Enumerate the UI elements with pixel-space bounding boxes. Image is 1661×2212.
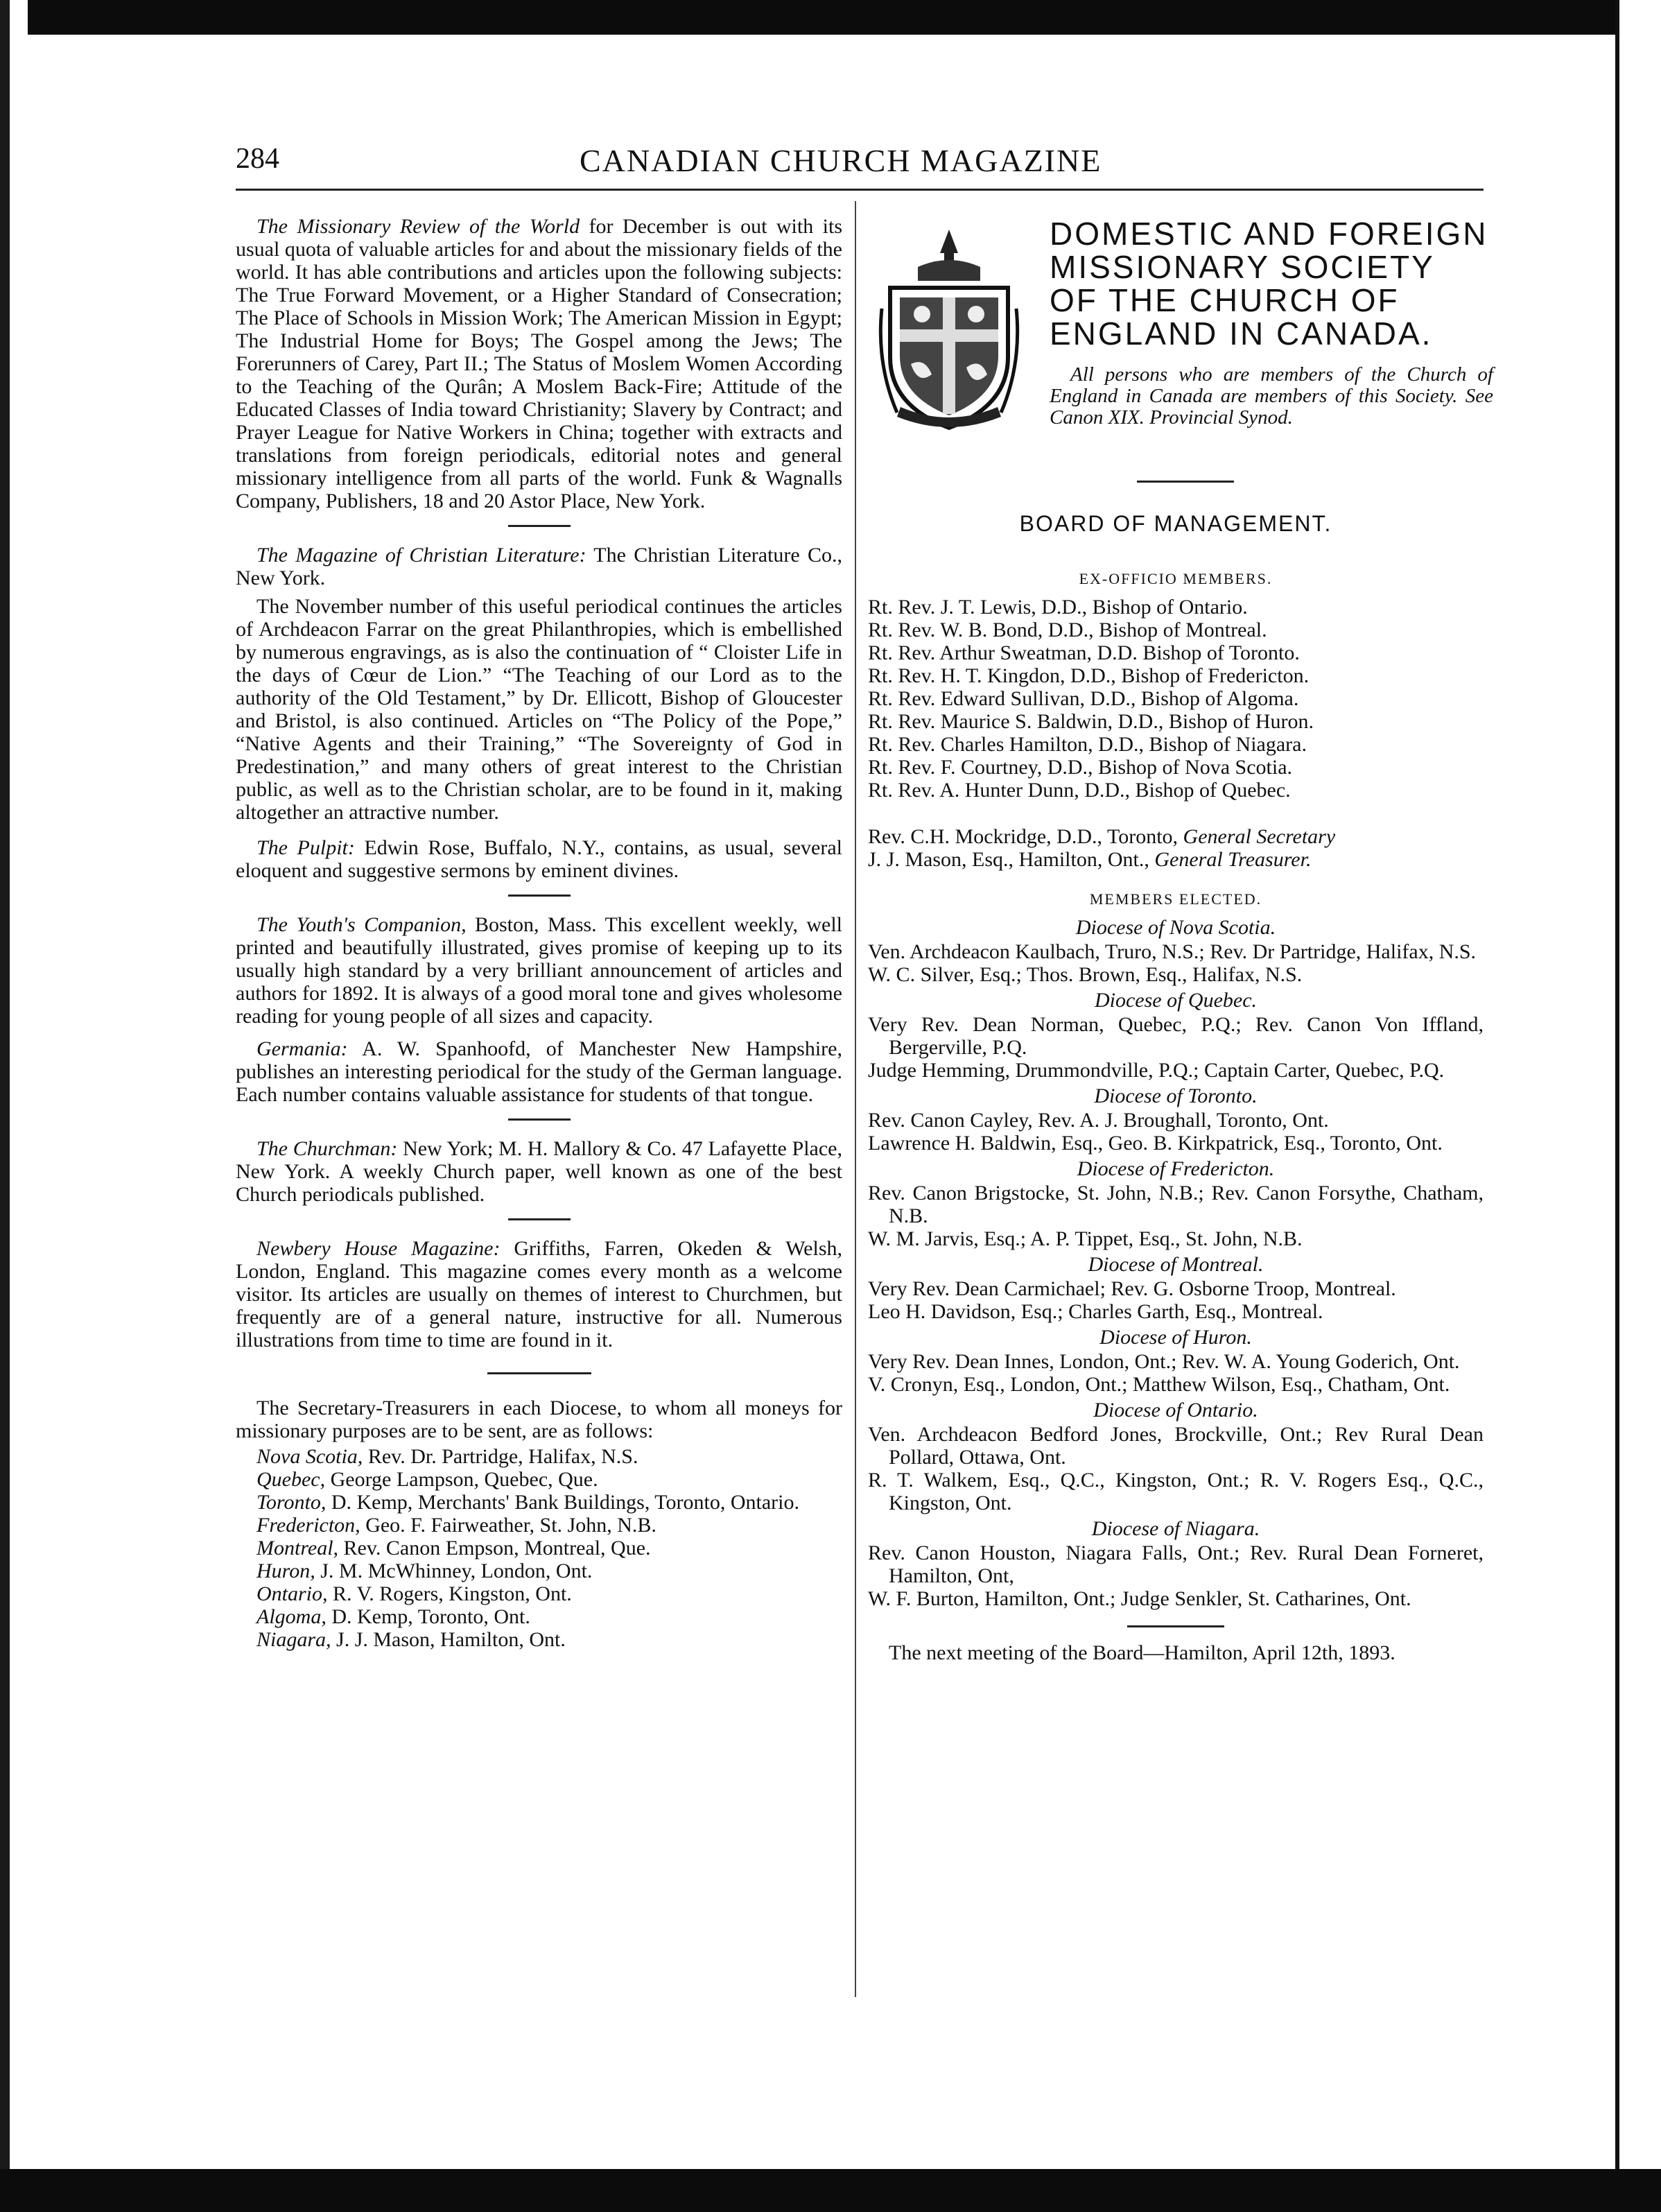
header-rule [236,189,1484,191]
diocese-montreal [868,1253,1484,1323]
review-christian-literature [236,544,842,589]
diocese-name: Diocese of Nova Scotia. [1075,916,1276,939]
board-title: BOARD OF MANAGEMENT. [1019,511,1332,536]
review-text: Boston, Mass. This excellent weekly, well printed and beautifully illustrated, gives promise of keeping up to its usually high standard by a very brilliant announcement of articles and authors for 1892. It is always of a good moral tone and gives wholesome reading for young people of all sizes and capacity. [236,913,842,1028]
scan-edge-left [0,0,10,2212]
treasurer-item: Ontario, R. V. Rogers, Kingston, Ont. [256,1582,572,1605]
review-text: for December is out with its usual quota of valuable articles for and about the missionary fields of the world. It has able contributions and articles upon the following subjects: The True Forward Movement, or a Higher Standard of Consecration; The Place of Schools in Mission Work; The American Mission in Egypt; The Industrial Home for Boys; The Gospel among the Jews; The Forerunners of Carey, Part II.; The Status of Moslem Women According to the Teaching of the Qurân; A Moslem Back-Fire; Attitude of the Educated Classes of India toward Christianity; Slavery by Contract; and Prayer League for Native Workers in China; together with extracts and translations from foreign periodicals, editorial notes and general missionary intelligence from all parts of the world. Funk & Wagnalls Company, Publishers, 18 and 20 Astor Place, New York. [236,215,842,512]
diocese-name: Diocese of Huron. [1099,1326,1252,1349]
review-churchman [236,1137,842,1206]
elected-member: Rev. Canon Cayley, Rev. A. J. Broughall, Toronto, Ont. [868,1109,1329,1132]
scan-edge-bottom [0,2169,1661,2212]
elected-member: V. Cronyn, Esq., London, Ont.; Matthew Wilson, Esq., Chatham, Ont. [868,1373,1450,1396]
elected-member: W. M. Jarvis, Esq.; A. P. Tippet, Esq., St. John, N.B. [868,1227,1303,1250]
review-title: The Pulpit: [256,836,355,859]
society-title: DOMESTIC AND FOREIGN MISSIONARY SOCIETY OF THE CHURCH OF ENGLAND IN CANADA. [1050,216,1488,352]
elected-heading: MEMBERS ELECTED. [1089,890,1262,908]
review-youths-companion [236,913,842,1028]
ex-officio-member: Rt. Rev. Charles Hamilton, D.D., Bishop of Niagara. [868,733,1307,756]
divider-rule [508,1118,571,1121]
elected-member: Judge Hemming, Drummondville, P.Q.; Captain Carter, Quebec, P.Q. [868,1059,1445,1082]
review-title: The Missionary Review of the World [256,215,580,238]
diocese-name: Diocese of Toronto. [1094,1085,1258,1107]
elected-member: Ven. Archdeacon Kaulbach, Truro, N.S.; Rev. Dr Partridge, Halifax, N.S. [868,940,1477,963]
elected-member: Very Rev. Dean Norman, Quebec, P.Q.; Rev. Canon Von Iffland, Bergerville, P.Q. [868,1013,1484,1059]
diocese-name: Diocese of Niagara. [1091,1517,1260,1540]
review-title: The Churchman: [256,1137,398,1160]
treasurer-item: Algoma, D. Kemp, Toronto, Ont. [256,1605,530,1628]
diocese-ontario [868,1399,1484,1514]
review-missionary-review [236,215,842,512]
diocese-quebec [868,989,1484,1082]
ex-officio-member: Rt. Rev. W. B. Bond, D.D., Bishop of Montreal. [868,619,1267,641]
elected-member: Lawrence H. Baldwin, Esq., Geo. B. Kirkpatrick, Esq., Toronto, Ont. [868,1132,1443,1155]
diocese-name: Diocese of Quebec. [1094,989,1258,1012]
column-divider [855,201,856,1997]
officers [868,825,1484,871]
diocese-toronto [868,1085,1484,1155]
diocese-name: Diocese of Montreal. [1088,1253,1264,1276]
ex-officio-member: Rt. Rev. A. Hunter Dunn, D.D., Bishop of Quebec. [868,779,1291,802]
magazine-title: CANADIAN CHURCH MAGAZINE [580,143,1102,178]
ex-officio-member: Rt. Rev. H. T. Kingdon, D.D., Bishop of Fredericton. [868,664,1310,687]
divider-rule [1127,1625,1224,1627]
scan-edge-top [28,0,1661,35]
general-treasurer: J. J. Mason, Esq., Hamilton, Ont., General Treasurer. [868,848,1312,871]
review-body: The November number of this useful periodical continues the articles of Archdeacon Farrar on the great Philanthropies, which is embellished by numerous engravings, as is also the continuation of “ Cloister Life in the days of Cœur de Lion.” “The Teaching of our Lord as to the authority of the Old Testament,” by Dr. Ellicott, Bishop of Gloucester and Bristol, is also continued. Articles on “The Policy of the Pope,” “Native Agents and their Training,” “The Sovereignty of God in Predestination,” and many others of great interest to the Christian public, as well as to the Christian scholar, are to be found in it, making altogether an attractive number. [236,595,842,824]
review-title: The Magazine of Christian Literature: [256,544,586,567]
society-header [868,211,1493,475]
ex-officio-member: Rt. Rev. J. T. Lewis, D.D., Bishop of Ontario. [868,596,1248,619]
divider-rule [508,1218,571,1220]
diocese-niagara [868,1517,1484,1610]
diocese-name: Diocese of Fredericton. [1077,1157,1275,1180]
review-title: Newbery House Magazine: [256,1237,501,1260]
left-column [236,215,842,1651]
scan-edge-right [1615,0,1661,2212]
divider-rule [508,525,571,527]
elected-member: R. T. Walkem, Esq., Q.C., Kingston, Ont.; R. V. Rogers Esq., Q.C., Kingston, Ont. [868,1469,1484,1514]
divider-rule [487,1372,591,1374]
ex-officio-member: Rt. Rev. F. Courtney, D.D., Bishop of Nova Scotia. [868,756,1293,779]
review-title: The Youth's Companion, [256,913,467,936]
ex-officio-heading: EX-OFFICIO MEMBERS. [1079,570,1273,587]
elected-member: Rev. Canon Houston, Niagara Falls, Ont.; Rev. Rural Dean Forneret, Hamilton, Ont, [868,1541,1484,1587]
review-pulpit [236,836,842,882]
elected-member: Rev. Canon Brigstocke, St. John, N.B.; Rev. Canon Forsythe, Chatham, N.B. [868,1182,1484,1227]
review-text: New York; M. H. Mallory & Co. 47 Lafayette Place, New York. A weekly Church paper, well known as one of the best Church periodicals published. [236,1137,842,1206]
page-header [236,142,1484,184]
review-text: Griffiths, Farren, Okeden & Welsh, London, England. This magazine comes every month as a welcome visitor. Its articles are usually on themes of interest to Churchmen, but frequently are of a general nature, instructive for all. Numerous illustrations from time to time are found in it. [236,1237,842,1351]
diocese-nova-scotia [868,916,1484,986]
next-meeting: The next meeting of the Board—Hamilton, April 12th, 1893. [889,1641,1395,1664]
society-note: All persons who are members of the Church of England in Canada are members of this Society. See Canon XIX. Provincial Synod. [1050,363,1493,429]
ex-officio-member: Rt. Rev. Maurice S. Baldwin, D.D., Bishop of Huron. [868,710,1314,733]
elected-member: W. F. Burton, Hamilton, Ont.; Judge Senkler, St. Catharines, Ont. [868,1587,1411,1610]
treasurer-item: Nova Scotia, Rev. Dr. Partridge, Halifax, N.S. [256,1445,638,1468]
treasurers-intro: The Secretary-Treasurers in each Diocese, to whom all moneys for missionary purposes are to be sent, are as follows: [236,1397,842,1442]
review-text: The Christian Literature Co., New York. [236,544,842,589]
review-germania [236,1037,842,1106]
review-title: Germania: [256,1037,348,1060]
treasurer-item: Huron, J. M. McWhinney, London, Ont. [256,1559,593,1582]
treasurer-item: Montreal, Rev. Canon Empson, Montreal, Que. [256,1537,651,1559]
review-text: A. W. Spanhoofd, of Manchester New Hampshire, publishes an interesting periodical for the study of the German language. Each number contains valuable assistance for students of that tongue. [236,1037,842,1106]
treasurer-list [236,1445,842,1651]
treasurer-item: Quebec, George Lampson, Quebec, Que. [256,1468,598,1491]
treasurer-item: Fredericton, Geo. F. Fairweather, St. John, N.B. [256,1514,656,1537]
ex-officio-list [868,596,1484,802]
page-number: 284 [236,143,279,175]
ex-officio-member: Rt. Rev. Edward Sullivan, D.D., Bishop of Algoma. [868,687,1299,710]
review-text: Edwin Rose, Buffalo, N.Y., contains, as usual, several eloquent and suggestive sermons by eminent divines. [236,836,843,882]
treasurer-item: Niagara, J. J. Mason, Hamilton, Ont. [256,1628,566,1651]
diocese-name: Diocese of Ontario. [1093,1399,1258,1422]
elected-member: Ven. Archdeacon Bedford Jones, Brockville, Ont.; Rev Rural Dean Pollard, Ottawa, Ont. [868,1423,1484,1469]
right-column [868,211,1493,1664]
review-newbery-house [236,1237,842,1351]
elected-member: Very Rev. Dean Innes, London, Ont.; Rev. W. A. Young Goderich, Ont. [868,1350,1460,1373]
divider-rule [508,895,571,897]
diocese-fredericton [868,1157,1484,1250]
divider-rule [1137,481,1234,483]
treasurer-item: Toronto, D. Kemp, Merchants' Bank Buildings, Toronto, Ontario. [256,1491,800,1514]
ex-officio-member: Rt. Rev. Arthur Sweatman, D.D. Bishop of Toronto. [868,641,1300,664]
elected-member: Very Rev. Dean Carmichael; Rev. G. Osborne Troop, Montreal. [868,1277,1396,1300]
elected-member: W. C. Silver, Esq.; Thos. Brown, Esq., Halifax, N.S. [868,963,1303,986]
diocese-huron [868,1326,1484,1396]
society-crest-icon [876,225,1022,440]
elected-member: Leo H. Davidson, Esq.; Charles Garth, Esq., Montreal. [868,1300,1323,1323]
general-secretary: Rev. C.H. Mockridge, D.D., Toronto, General Secretary [868,825,1336,848]
